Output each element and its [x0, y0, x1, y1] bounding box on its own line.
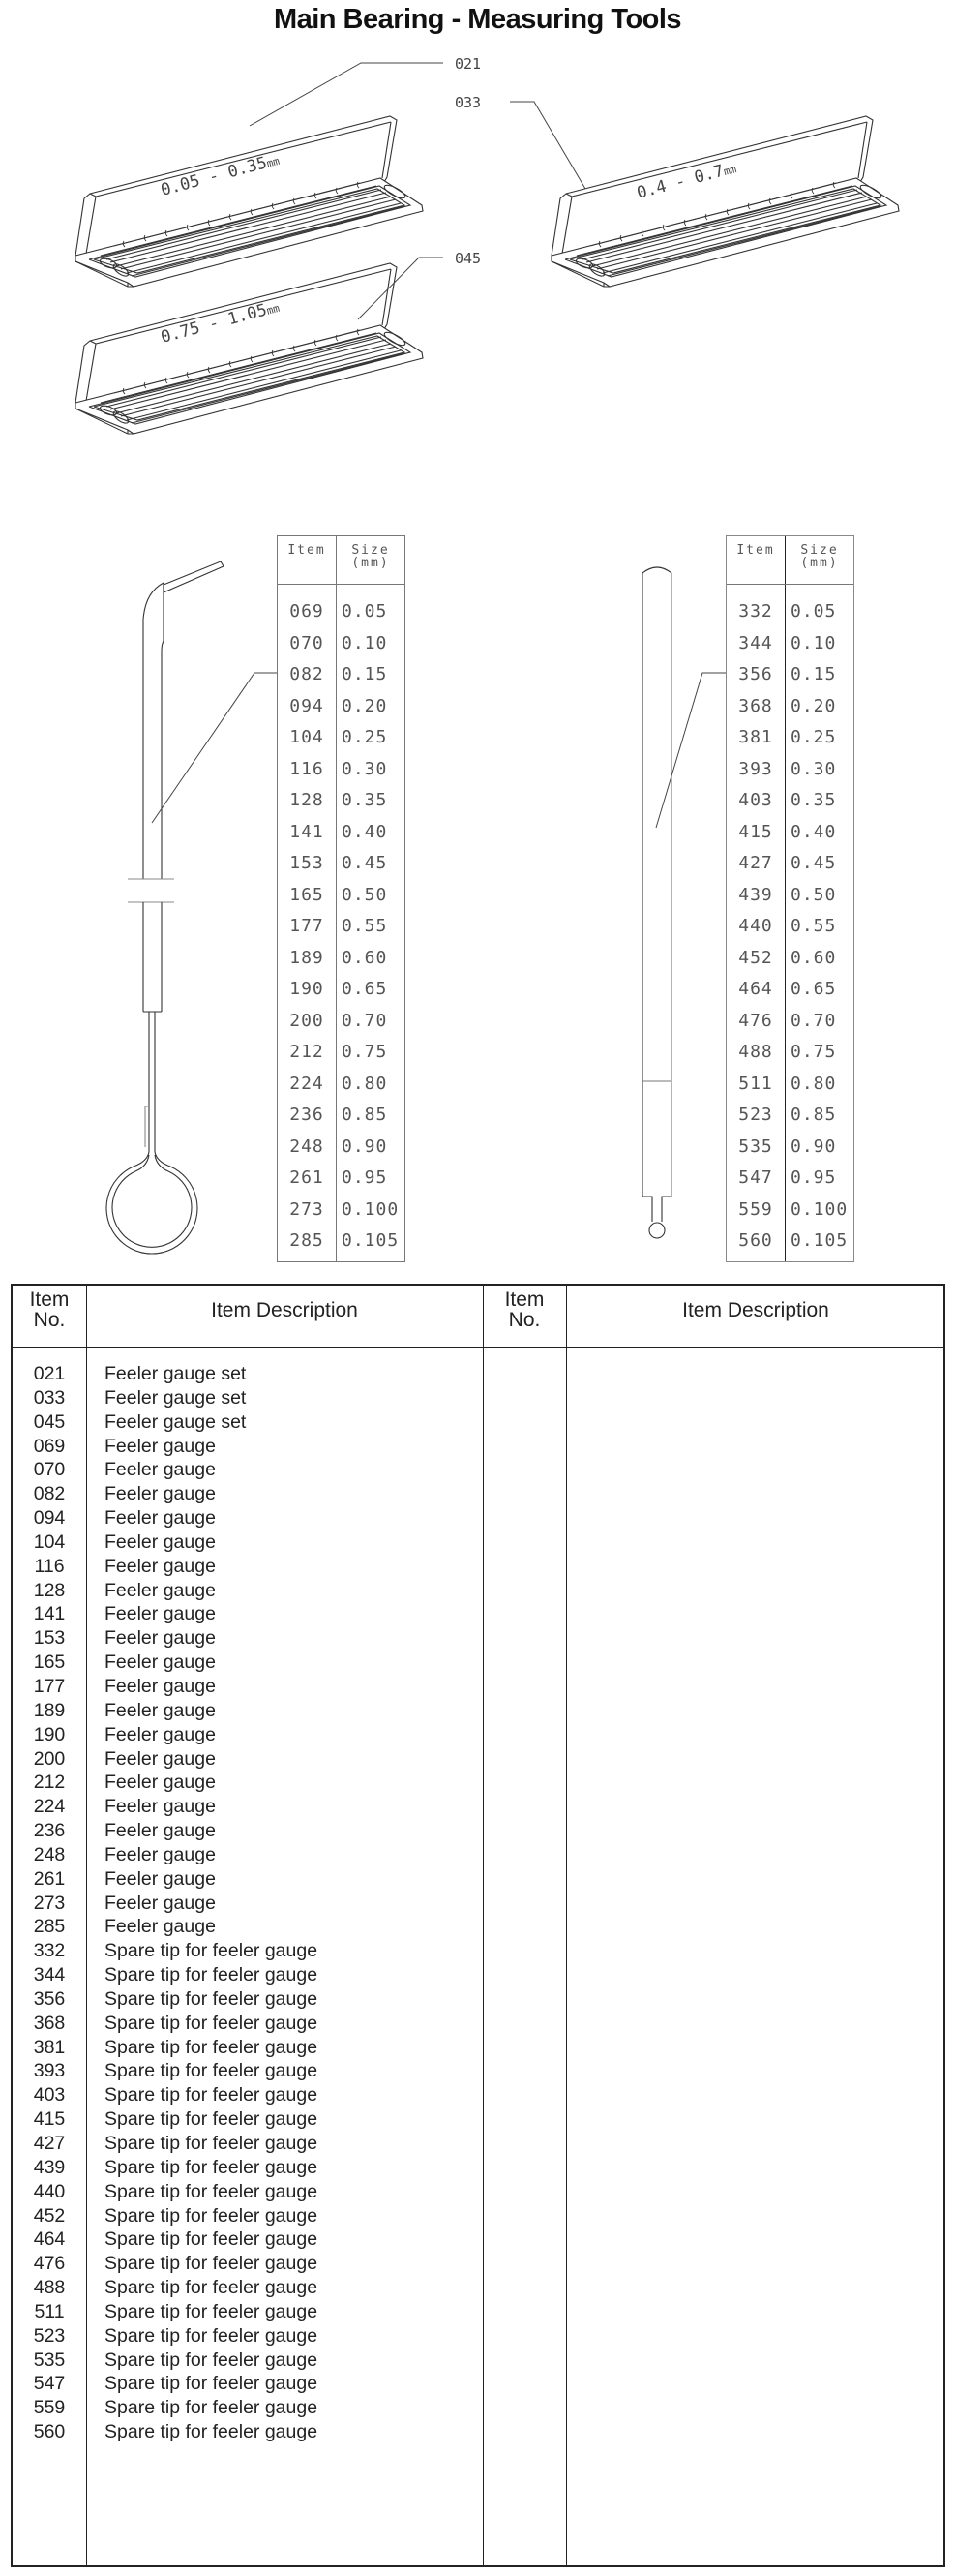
gauge-size-value: 0.10 [342, 632, 388, 653]
gauge-size-value: 0.70 [342, 1010, 388, 1031]
gauge-size-column [337, 585, 404, 1261]
gauge-size-value: 0.85 [342, 1105, 388, 1125]
item-number: 069 [33, 1435, 66, 1457]
gauge-size-value: 0.105 [342, 1230, 400, 1251]
item-description: Spare tip for feeler gauge [104, 2204, 318, 2227]
item-description: Feeler gauge [104, 1652, 216, 1674]
tip-item-number: 368 [738, 695, 773, 716]
item-description: Feeler gauge [104, 1699, 216, 1721]
gauge-size-value: 0.05 [342, 601, 388, 621]
header-description-left: Item Description [211, 1299, 358, 1321]
item-description: Spare tip for feeler gauge [104, 1940, 318, 1962]
gauge-size-value: 0.55 [342, 916, 388, 936]
table-row [13, 1506, 943, 1530]
table-row [13, 1458, 943, 1482]
table-row [13, 1939, 943, 1963]
gauge-size-value: 0.95 [342, 1167, 388, 1188]
item-number: 559 [33, 2397, 66, 2419]
gauge-size-table [277, 535, 405, 1262]
table-row [13, 1819, 943, 1843]
item-number: 104 [33, 1530, 66, 1553]
gauge-size-value: 0.60 [342, 947, 388, 968]
item-description: Feeler gauge [104, 1843, 216, 1865]
item-description: Feeler gauge [104, 1747, 216, 1770]
item-description: Feeler gauge set [104, 1363, 247, 1384]
item-description: Spare tip for feeler gauge [104, 2012, 318, 2034]
tip-item-number: 332 [738, 601, 773, 621]
item-description: Feeler gauge [104, 1435, 216, 1457]
gauge-size-table-header [278, 536, 404, 585]
tip-item-number: 488 [738, 1042, 773, 1062]
gauge-size-value: 0.100 [342, 1198, 400, 1220]
item-number: 236 [33, 1820, 66, 1842]
set-045-range-label: 0.75 - 1.05mm [159, 300, 282, 348]
item-description: Feeler gauge [104, 1579, 216, 1601]
gauge-item-number: 212 [289, 1042, 324, 1062]
item-number: 200 [33, 1747, 66, 1770]
table-row [13, 2252, 943, 2276]
item-number: 393 [33, 2060, 66, 2082]
item-number: 189 [33, 1699, 66, 1721]
item-number: 045 [33, 1410, 66, 1433]
item-number: 511 [34, 2300, 65, 2322]
tip-size-value: 0.50 [791, 884, 837, 905]
header-item-no-left: Item No. [29, 1288, 70, 1331]
page-title: Main Bearing - Measuring Tools [273, 4, 682, 35]
gauge-size-value: 0.50 [342, 884, 388, 905]
gauge-item-number: 116 [289, 758, 324, 779]
size-column-header: Size (mm) [351, 543, 390, 570]
table-row [13, 1435, 943, 1459]
item-number: 440 [33, 2180, 66, 2202]
tip-item-number: 547 [738, 1167, 773, 1188]
item-description: Feeler gauge [104, 1723, 216, 1745]
item-description: Feeler gauge [104, 1867, 216, 1890]
item-description: Feeler gauge [104, 1603, 216, 1625]
header-description-right: Item Description [682, 1299, 829, 1321]
item-number: 082 [33, 1483, 66, 1505]
gauge-size-value: 0.25 [342, 727, 388, 747]
item-description: Feeler gauge [104, 1796, 216, 1818]
item-number: 464 [33, 2228, 66, 2251]
set-021-range-label: 0.05 - 0.35mm [159, 153, 282, 200]
item-description: Feeler gauge [104, 1820, 216, 1842]
gauge-size-value: 0.75 [342, 1042, 388, 1062]
item-number: 248 [33, 1843, 66, 1865]
item-number: 452 [33, 2204, 66, 2227]
tip-size-value: 0.20 [791, 695, 837, 716]
gauge-item-column [278, 585, 337, 1261]
gauge-item-number: 224 [289, 1073, 324, 1094]
item-description: Feeler gauge [104, 1627, 216, 1650]
item-number: 535 [33, 2349, 66, 2371]
table-row [13, 1699, 943, 1723]
item-description: Feeler gauge set [104, 1386, 247, 1409]
table-row [13, 2276, 943, 2300]
tip-size-table-header [727, 536, 853, 585]
table-row [13, 1915, 943, 1939]
gauge-size-value: 0.30 [342, 758, 388, 779]
tip-size-value: 0.70 [791, 1010, 837, 1031]
table-row [13, 1530, 943, 1555]
feeler-gauge-set-033-drawing [510, 102, 899, 287]
gauge-item-number: 190 [289, 979, 324, 999]
tip-item-column [727, 585, 786, 1261]
table-row [13, 2227, 943, 2252]
gauge-item-number: 273 [289, 1198, 324, 1220]
item-number: 523 [33, 2324, 66, 2347]
item-description: Spare tip for feeler gauge [104, 2397, 318, 2419]
table-row [13, 2083, 943, 2107]
header-item-no-right: Item No. [504, 1288, 545, 1331]
gauge-item-number: 082 [289, 664, 324, 684]
item-description: Spare tip for feeler gauge [104, 2108, 318, 2131]
tip-size-value: 0.40 [791, 821, 837, 842]
table-row [13, 1362, 943, 1386]
item-number: 070 [33, 1459, 66, 1481]
item-number: 224 [33, 1796, 66, 1818]
item-number: 141 [33, 1603, 66, 1625]
table-row [13, 2180, 943, 2204]
tip-size-value: 0.15 [791, 664, 837, 684]
item-description: Spare tip for feeler gauge [104, 2324, 318, 2347]
gauge-size-value: 0.40 [342, 821, 388, 842]
table-row [13, 2059, 943, 2083]
item-number: 547 [33, 2373, 66, 2395]
table-row [13, 2107, 943, 2132]
tip-item-number: 427 [738, 853, 773, 873]
item-number: 165 [33, 1652, 66, 1674]
tip-size-value: 0.100 [791, 1198, 849, 1220]
table-row [13, 1892, 943, 1916]
table-row [13, 2420, 943, 2444]
item-number: 033 [33, 1386, 66, 1409]
table-row [13, 2396, 943, 2420]
item-description: Spare tip for feeler gauge [104, 2421, 318, 2443]
item-description: Feeler gauge [104, 1555, 216, 1577]
tip-size-value: 0.65 [791, 979, 837, 999]
table-row [13, 2349, 943, 2373]
item-number: 177 [33, 1675, 66, 1697]
size-column-header: Size (mm) [800, 543, 839, 570]
item-description: Feeler gauge [104, 1772, 216, 1794]
table-row [13, 1867, 943, 1892]
tip-size-value: 0.30 [791, 758, 837, 779]
table-row [13, 1602, 943, 1626]
table-row [13, 1410, 943, 1435]
tip-item-number: 415 [738, 821, 773, 842]
tip-size-value: 0.60 [791, 947, 837, 968]
item-description: Spare tip for feeler gauge [104, 2253, 318, 2275]
feeler-gauge-set-021-drawing [75, 63, 443, 287]
item-description: Feeler gauge [104, 1483, 216, 1505]
item-description: Spare tip for feeler gauge [104, 2060, 318, 2082]
table-row [13, 1555, 943, 1579]
table-row [13, 2156, 943, 2180]
item-number: 476 [33, 2253, 66, 2275]
tip-item-number: 452 [738, 947, 773, 968]
table-row [13, 1771, 943, 1795]
table-row [13, 2300, 943, 2324]
table-row [13, 2324, 943, 2349]
tip-item-number: 440 [738, 916, 773, 936]
set-033-range-label: 0.4 - 0.7mm [635, 161, 738, 203]
tip-size-table [726, 535, 854, 1262]
item-description: Feeler gauge [104, 1916, 216, 1938]
item-number: 116 [34, 1555, 65, 1577]
tip-item-number: 464 [738, 979, 773, 999]
item-description: Feeler gauge set [104, 1410, 247, 1433]
table-row [13, 1386, 943, 1410]
tip-item-number: 393 [738, 758, 773, 779]
table-row [13, 1795, 943, 1819]
item-number: 403 [33, 2084, 66, 2106]
gauge-item-number: 104 [289, 727, 324, 747]
item-description: Feeler gauge [104, 1675, 216, 1697]
gauge-item-number: 285 [289, 1230, 324, 1251]
tip-item-number: 344 [738, 632, 773, 653]
item-number: 094 [33, 1507, 66, 1530]
callout-021: 021 [455, 55, 482, 73]
table-row [13, 1579, 943, 1603]
table-row [13, 2132, 943, 2156]
item-number: 273 [33, 1892, 66, 1914]
item-number: 153 [33, 1627, 66, 1650]
tip-size-value: 0.105 [791, 1230, 849, 1251]
table-row [13, 1747, 943, 1772]
gauge-size-value: 0.80 [342, 1073, 388, 1094]
item-description: Spare tip for feeler gauge [104, 2373, 318, 2395]
table-row [13, 2204, 943, 2228]
table-row [13, 1723, 943, 1747]
callout-033: 033 [455, 94, 482, 111]
gauge-item-number: 128 [289, 790, 324, 810]
item-description: Spare tip for feeler gauge [104, 2036, 318, 2058]
item-description: Spare tip for feeler gauge [104, 1987, 318, 2010]
tip-item-number: 511 [738, 1073, 773, 1094]
item-number: 021 [33, 1363, 66, 1384]
item-number: 261 [33, 1867, 66, 1890]
table-row [13, 2372, 943, 2396]
gauge-item-number: 261 [289, 1167, 324, 1188]
gauge-item-number: 153 [289, 853, 324, 873]
tip-size-value: 0.90 [791, 1136, 837, 1157]
spare-tip-drawing [642, 567, 726, 1238]
item-description: Spare tip for feeler gauge [104, 2180, 318, 2202]
gauge-size-value: 0.45 [342, 853, 388, 873]
table-row [13, 1963, 943, 1987]
table-row [13, 1987, 943, 2012]
item-number: 415 [33, 2108, 66, 2131]
callout-045: 045 [455, 250, 482, 267]
gauge-item-number: 200 [289, 1010, 324, 1031]
item-description: Spare tip for feeler gauge [104, 2277, 318, 2299]
table-row [13, 1651, 943, 1675]
gauge-size-value: 0.65 [342, 979, 388, 999]
gauge-item-number: 236 [289, 1105, 324, 1125]
tip-item-number: 560 [738, 1230, 773, 1251]
item-description: Spare tip for feeler gauge [104, 2084, 318, 2106]
gauge-item-number: 141 [289, 821, 324, 842]
item-number: 560 [33, 2421, 66, 2443]
tip-item-number: 381 [738, 727, 773, 747]
tip-size-value: 0.25 [791, 727, 837, 747]
item-description: Feeler gauge [104, 1892, 216, 1914]
table-row [13, 1843, 943, 1867]
item-number: 368 [33, 2012, 66, 2034]
tip-size-value: 0.95 [791, 1167, 837, 1188]
tip-item-number: 523 [738, 1105, 773, 1125]
gauge-item-number: 069 [289, 601, 324, 621]
tip-size-value: 0.85 [791, 1105, 837, 1125]
tip-size-value: 0.55 [791, 916, 837, 936]
gauge-item-number: 165 [289, 884, 324, 905]
gauge-item-number: 070 [289, 632, 324, 653]
table-row [13, 2036, 943, 2060]
item-number: 128 [33, 1579, 66, 1601]
tip-item-number: 535 [738, 1136, 773, 1157]
tip-item-number: 476 [738, 1010, 773, 1031]
tip-size-value: 0.35 [791, 790, 837, 810]
item-column-header: Item [727, 536, 786, 584]
item-description: Spare tip for feeler gauge [104, 1964, 318, 1986]
gauge-size-value: 0.35 [342, 790, 388, 810]
feeler-gauge-drawing [106, 561, 277, 1254]
item-description: Spare tip for feeler gauge [104, 2300, 318, 2322]
table-row [13, 2012, 943, 2036]
item-number: 356 [33, 1987, 66, 2010]
table-row [13, 1626, 943, 1651]
item-number: 190 [33, 1723, 66, 1745]
gauge-item-number: 177 [289, 916, 324, 936]
item-description: Feeler gauge [104, 1530, 216, 1553]
item-number: 488 [33, 2277, 66, 2299]
item-number: 427 [33, 2133, 66, 2154]
tip-size-column [786, 585, 853, 1261]
table-row [13, 1482, 943, 1506]
item-description: Feeler gauge [104, 1507, 216, 1530]
tip-size-value: 0.75 [791, 1042, 837, 1062]
tip-size-value: 0.45 [791, 853, 837, 873]
item-description: Feeler gauge [104, 1459, 216, 1481]
item-number: 344 [33, 1964, 66, 1986]
item-number: 381 [33, 2036, 66, 2058]
gauge-item-number: 189 [289, 947, 324, 968]
tip-item-number: 356 [738, 664, 773, 684]
gauge-size-value: 0.90 [342, 1136, 388, 1157]
tip-item-number: 439 [738, 884, 773, 905]
gauge-item-number: 094 [289, 695, 324, 716]
gauge-item-number: 248 [289, 1136, 324, 1157]
item-number: 212 [33, 1772, 66, 1794]
item-number: 439 [33, 2156, 66, 2178]
parts-list-rows [13, 1362, 943, 2444]
gauge-size-value: 0.20 [342, 695, 388, 716]
parts-list-table [11, 1284, 945, 2567]
table-row [13, 1675, 943, 1699]
item-number: 332 [33, 1940, 66, 1962]
item-description: Spare tip for feeler gauge [104, 2156, 318, 2178]
gauge-size-value: 0.15 [342, 664, 388, 684]
tip-item-number: 559 [738, 1198, 773, 1220]
tip-size-value: 0.10 [791, 632, 837, 653]
item-description: Spare tip for feeler gauge [104, 2133, 318, 2154]
tip-item-number: 403 [738, 790, 773, 810]
item-description: Spare tip for feeler gauge [104, 2349, 318, 2371]
item-description: Spare tip for feeler gauge [104, 2228, 318, 2251]
tip-size-value: 0.05 [791, 601, 837, 621]
item-number: 285 [33, 1916, 66, 1938]
tip-size-value: 0.80 [791, 1073, 837, 1094]
item-column-header: Item [278, 536, 337, 584]
